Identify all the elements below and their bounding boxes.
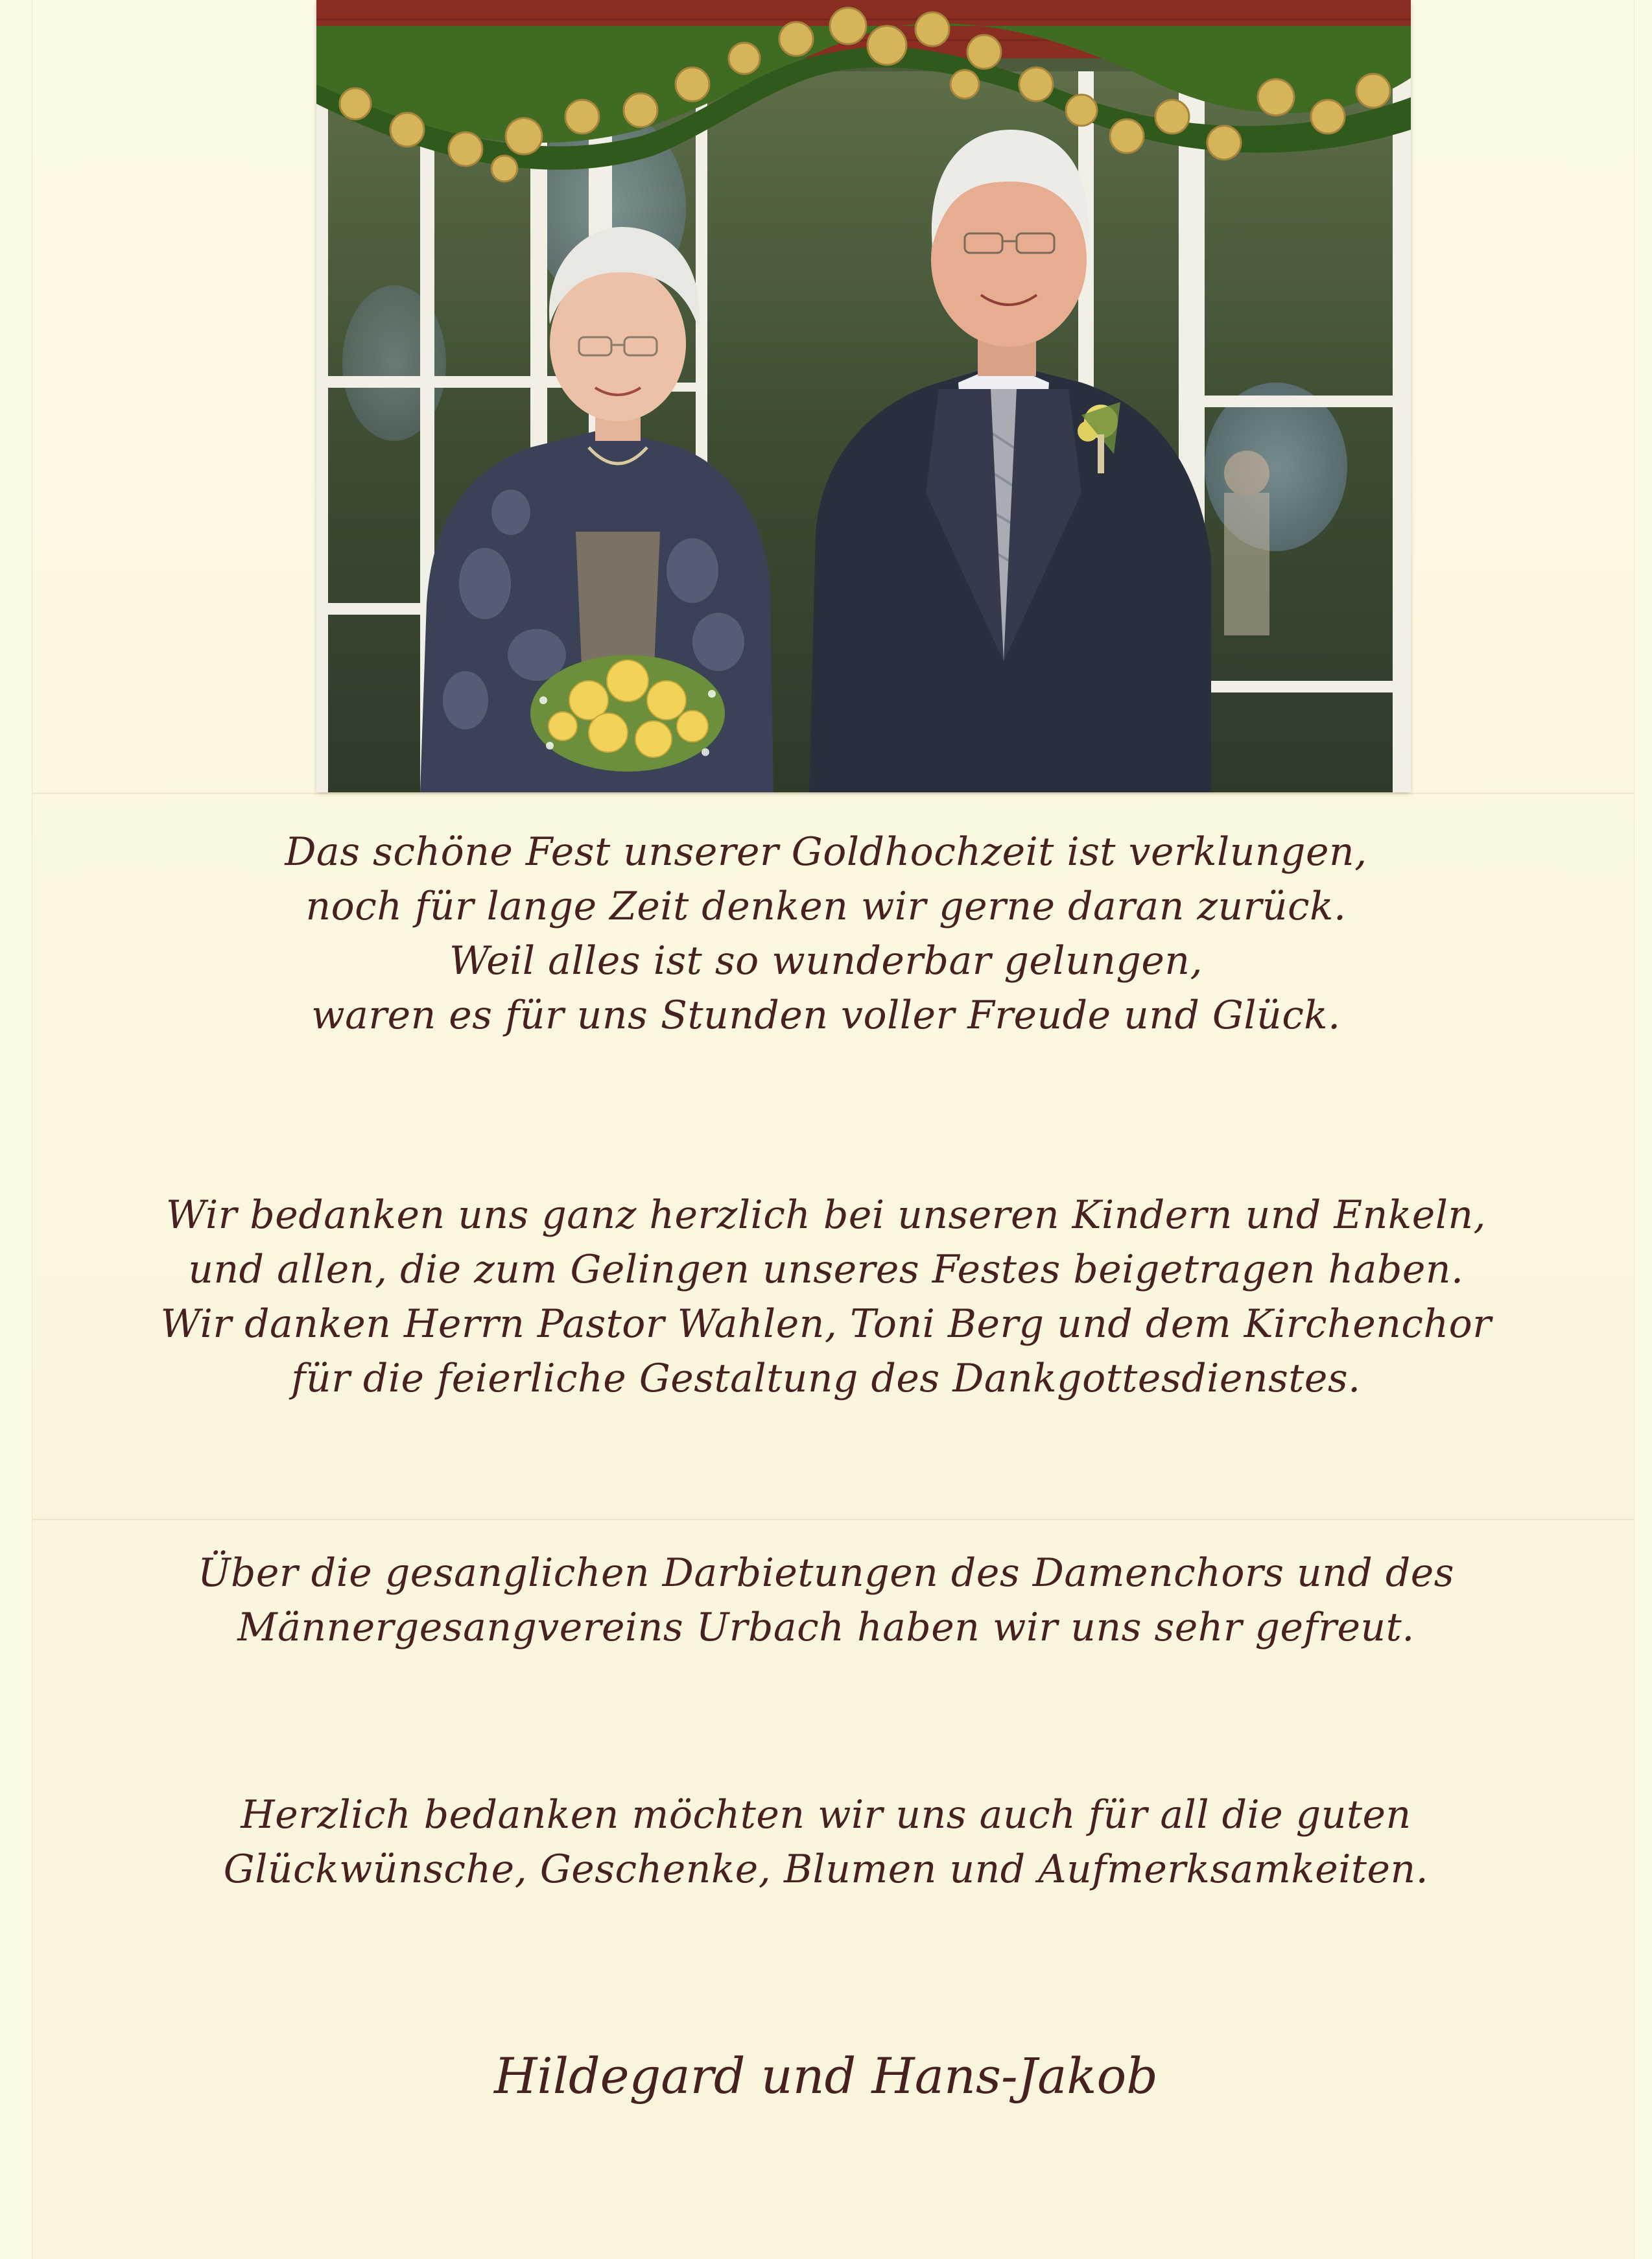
- paragraph-line: Glückwünsche, Geschenke, Blumen und Aufmerksamkeiten.: [223, 1847, 1429, 1892]
- paragraph-line: waren es für uns Stunden voller Freude und Glück.: [311, 993, 1341, 1038]
- fold-line: [32, 792, 1634, 794]
- signature: Hildegard und Hans-Jakob: [494, 2047, 1158, 2105]
- paragraph-3: [130, 1546, 1522, 1655]
- paragraph-line: noch für lange Zeit denken wir gerne daran zurück.: [305, 884, 1347, 929]
- bouquet: [530, 655, 725, 772]
- paragraph-line: Über die gesanglichen Darbietungen des Damenchors und des: [197, 1550, 1455, 1596]
- paragraph-line: und allen, die zum Gelingen unseres Festes beigetragen haben.: [188, 1247, 1464, 1292]
- fold-line: [32, 1519, 1634, 1520]
- paragraph-line: Herzlich bedanken möchten wir uns auch für all die guten: [241, 1792, 1411, 1838]
- paragraph-1: [130, 825, 1522, 1043]
- paragraph-2: [130, 1188, 1522, 1406]
- paragraph-line: Das schöne Fest unserer Goldhochzeit ist verklungen,: [285, 829, 1367, 875]
- paragraph-line: Männergesangvereins Urbach haben wir uns sehr gefreut.: [237, 1605, 1415, 1650]
- reflection-figure: [1224, 451, 1269, 635]
- couple-photo: [316, 0, 1411, 792]
- paragraph-line: Wir bedanken uns ganz herzlich bei unseren Kindern und Enkeln,: [165, 1192, 1487, 1238]
- paragraph-4: [130, 1788, 1522, 1897]
- paragraph-line: Weil alles ist so wunderbar gelungen,: [449, 938, 1203, 984]
- paragraph-line: Wir danken Herrn Pastor Wahlen, Toni Berg und dem Kirchenchor: [160, 1301, 1492, 1347]
- paragraph-line: für die feierliche Gestaltung des Dankgottesdienstes.: [291, 1356, 1361, 1401]
